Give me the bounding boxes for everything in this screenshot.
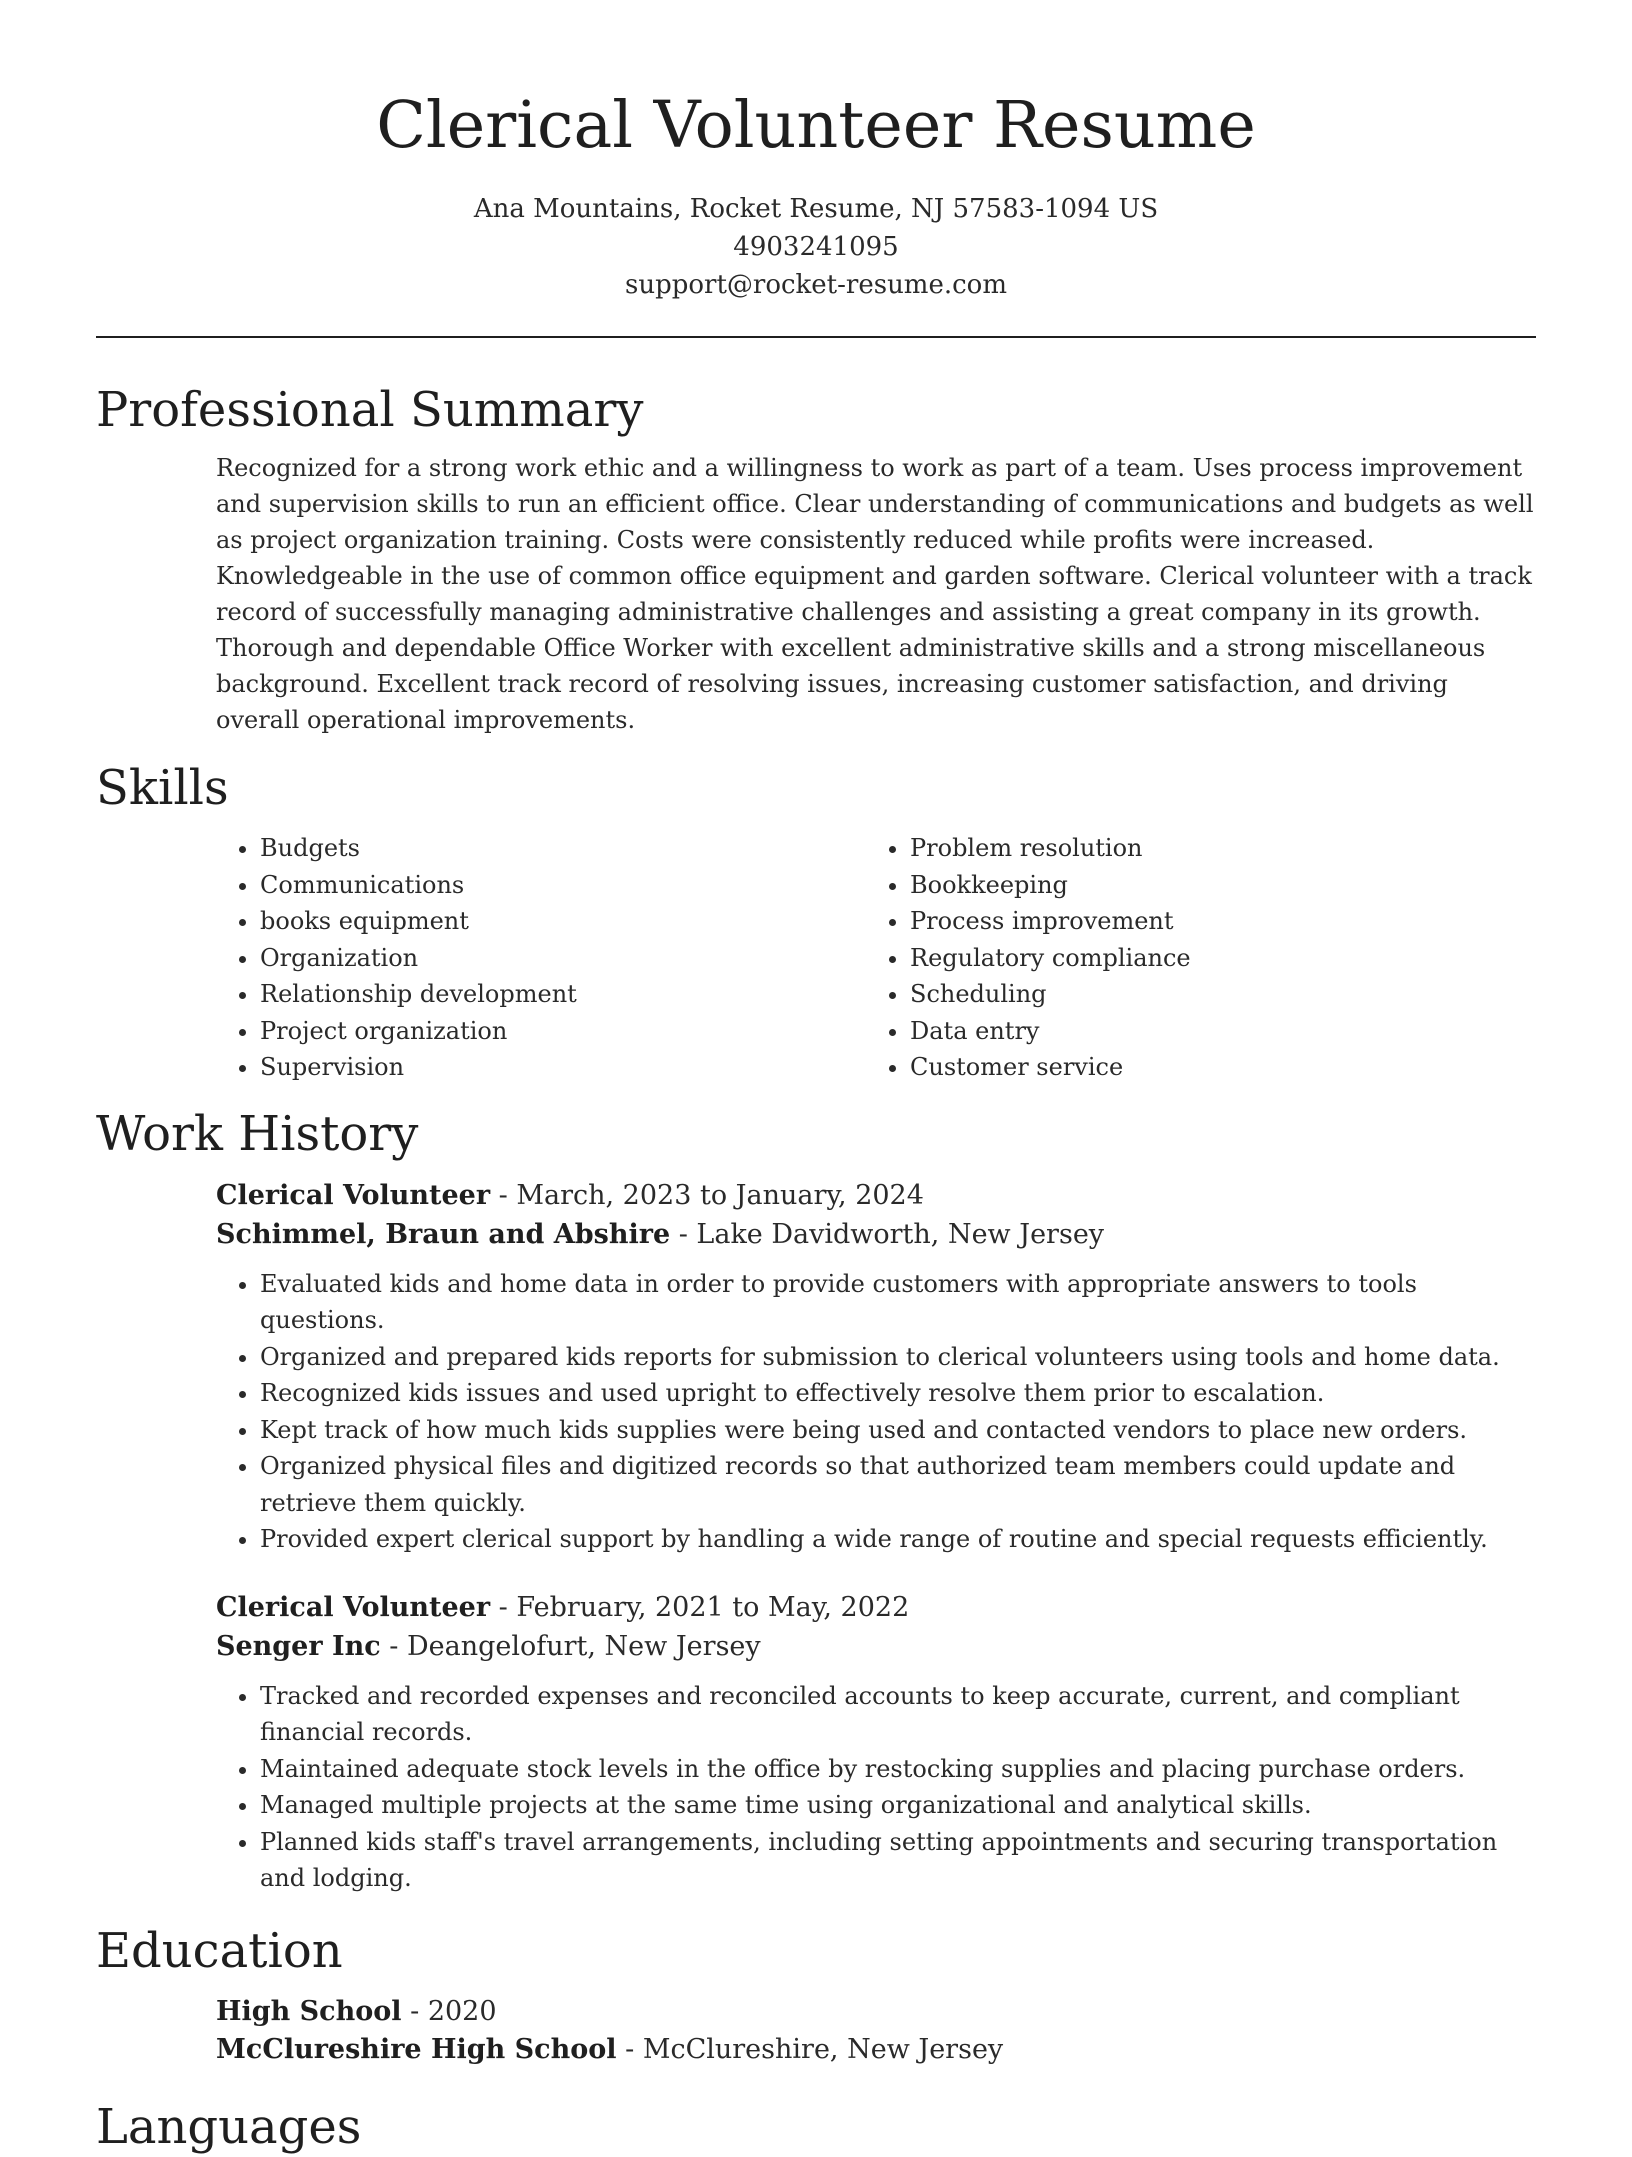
job-entry [216,1176,1536,1558]
skill-item: • Supervision [260,1049,866,1086]
skill-item: • Budgets [260,830,866,867]
work-heading: Work History [96,1105,419,1162]
education-school: McClureshire High School [216,2033,617,2065]
job-title: Clerical Volunteer [216,1591,491,1623]
skill-item: • Problem resolution [910,830,1516,867]
languages-section [96,2097,1536,2157]
skill-item: • Process improvement [910,903,1516,940]
skill-item: • Organization [260,940,866,977]
summary-section [96,380,1536,738]
job-bullet: • Organized physical files and digitized records so that authorized team members could update and retrieve them quickly. [260,1448,1536,1521]
job-bullet: • Provided expert clerical support by handling a wide range of routine and special requests efficiently. [260,1521,1536,1558]
header-divider [96,336,1536,338]
job-bullet: • Kept track of how much kids supplies were being used and contacted vendors to place new orders. [260,1412,1536,1449]
job-bullet: • Managed multiple projects at the same time using organizational and analytical skills. [260,1787,1536,1824]
contact-address: Ana Mountains, Rocket Resume, NJ 57583-1094 US [473,194,1159,224]
languages-heading: Languages [96,2098,362,2155]
skill-item: • Communications [260,867,866,904]
job-bullet: • Tracked and recorded expenses and reconciled accounts to keep accurate, current, and compliant financial records. [260,1678,1536,1751]
resume-page [96,0,1536,2157]
job-company: Schimmel, Braun and Abshire [216,1218,671,1250]
job-bullet: • Recognized kids issues and used upright to effectively resolve them prior to escalation. [260,1375,1536,1412]
skill-item: • Relationship development [260,976,866,1013]
skills-section [96,758,1536,1086]
education-section [96,1921,1536,2069]
job-title-line [216,1588,1536,1627]
education-heading: Education [96,1922,343,1979]
skill-item: • books equipment [260,903,866,940]
job-bullet: • Organized and prepared kids reports for submission to clerical volunteers using tools and home data. [260,1339,1536,1376]
skills-list-left [216,830,866,1086]
job-company-line [216,1215,1536,1254]
job-bullets [216,1678,1536,1897]
job-entry [216,1588,1536,1897]
work-section [96,1104,1536,1897]
skill-item: • Data entry [910,1013,1516,1050]
education-degree: High School [216,1995,402,2027]
job-title: Clerical Volunteer [216,1179,491,1211]
contact-block [96,190,1536,304]
job-dates: - February, 2021 to May, 2022 [490,1591,910,1623]
resume-header [96,0,1536,304]
job-bullet: • Evaluated kids and home data in order to provide customers with appropriate answers to tools questions. [260,1266,1536,1339]
job-bullet: • Maintained adequate stock levels in the office by restocking supplies and placing purchase orders. [260,1751,1536,1788]
contact-phone: 4903241095 [733,232,899,262]
education-degree-line [216,1993,1536,2031]
job-dates: - March, 2023 to January, 2024 [490,1179,924,1211]
job-location: - Deangelofurt, New Jersey [380,1630,761,1662]
education-location: - McClureshire, New Jersey [616,2033,1004,2065]
education-school-line [216,2031,1536,2069]
job-bullets [216,1266,1536,1558]
skill-item: • Customer service [910,1049,1516,1086]
contact-email: support@rocket-resume.com [624,270,1007,300]
summary-text: Recognized for a strong work ethic and a willingness to work as part of a team. Uses process improvement and supervision skills to run an efficient office. Clear understanding of communications and budgets as well as project organization training. Costs were consistently reduced while profits were increased. Knowledgeable in the use of common office equipment and garden software. Clerical volunteer with a track record of successfully managing administrative challenges and assisting a great company in its growth. Thorough and dependable Office Worker with excellent administrative skills and a strong miscellaneous background. Excellent track record of resolving issues, increasing customer satisfaction, and driving overall operational improvements. [216,454,1534,734]
job-location: - Lake Davidworth, New Jersey [670,1218,1105,1250]
education-year: - 2020 [401,1995,497,2027]
skill-item: • Scheduling [910,976,1516,1013]
job-company: Senger Inc [216,1630,381,1662]
skill-item: • Project organization [260,1013,866,1050]
skill-item: • Bookkeeping [910,867,1516,904]
job-bullet: • Planned kids staff's travel arrangements, including setting appointments and securing transportation and lodging. [260,1824,1536,1897]
skills-heading: Skills [96,760,229,816]
summary-heading: Professional Summary [96,382,644,438]
skills-list-right [866,830,1516,1086]
resume-title: Clerical Volunteer Resume [376,88,1256,163]
skills-columns [216,830,1536,1086]
skill-item: • Regulatory compliance [910,940,1516,977]
job-company-line [216,1627,1536,1666]
job-title-line [216,1176,1536,1215]
